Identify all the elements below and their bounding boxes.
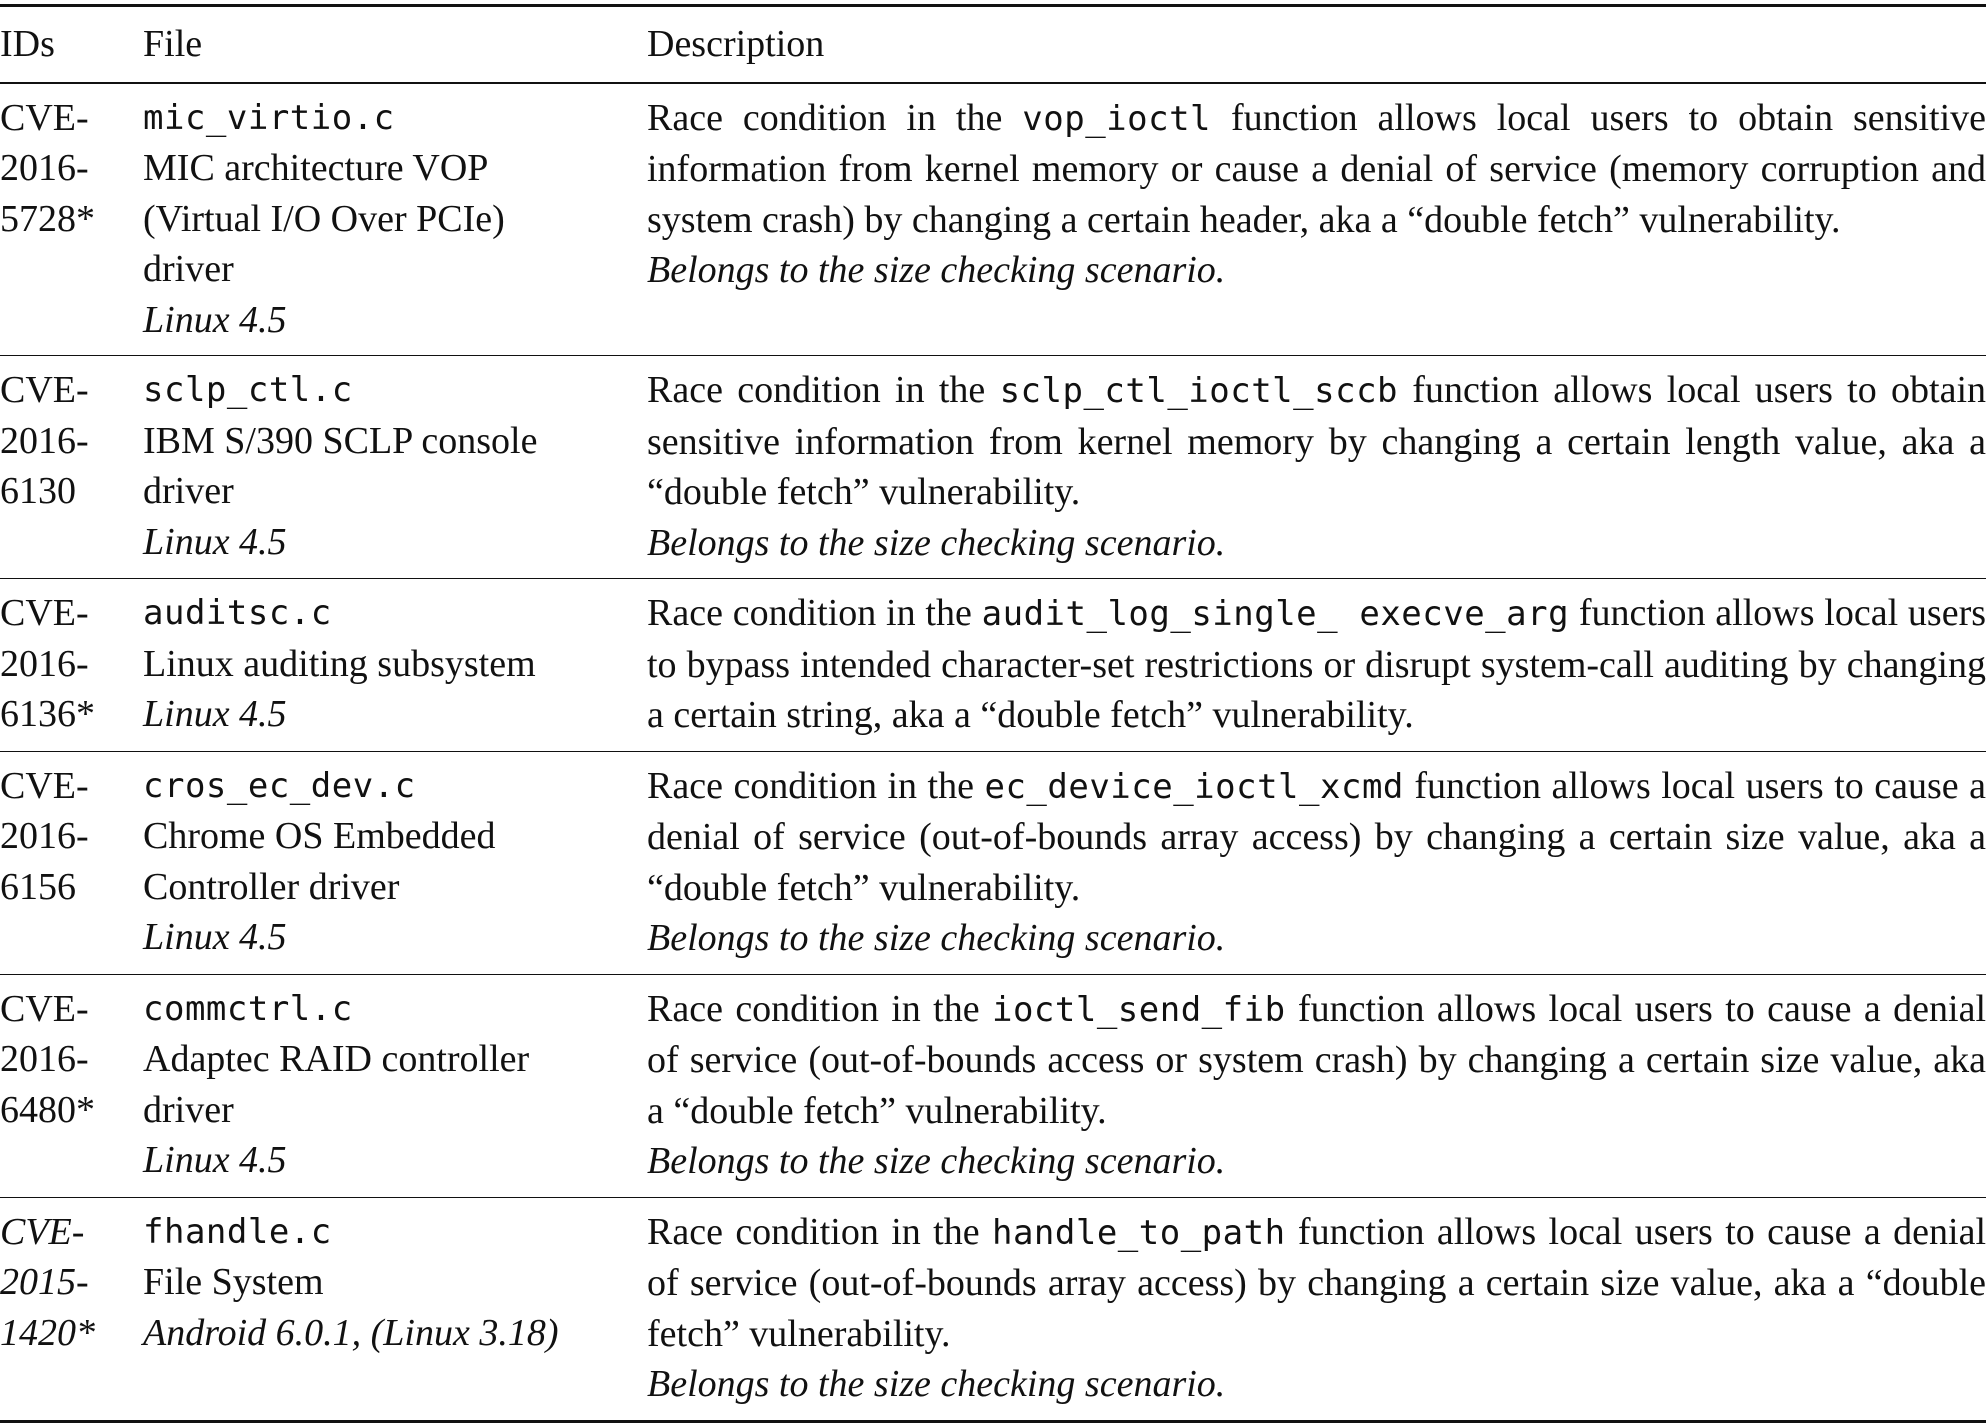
platform-version: Linux 4.5 bbox=[143, 1139, 287, 1181]
file-name: cros_ec_dev.c bbox=[143, 765, 416, 806]
scenario-note: Belongs to the size checking scenario. bbox=[647, 1363, 1226, 1405]
description-body: function allows local users to obtain sensitive information from kernel memory by changing a certain length value, aka a “double fetch” vulnerability. bbox=[647, 369, 1986, 513]
description-cell bbox=[647, 579, 1986, 752]
table-row bbox=[0, 751, 1986, 974]
cve-table bbox=[0, 4, 1986, 1423]
cve-id-line: 2016- bbox=[0, 147, 89, 189]
cve-id-line: CVE- bbox=[0, 369, 89, 411]
description-lead: Race condition in the bbox=[647, 369, 1000, 411]
file-cell bbox=[143, 751, 647, 974]
file-name: sclp_ctl.c bbox=[143, 370, 353, 410]
scenario-note: Belongs to the size checking scenario. bbox=[647, 521, 1226, 564]
component-description: Adaptec RAID controller bbox=[143, 1038, 530, 1080]
description-text bbox=[647, 365, 1986, 518]
component-description: File System bbox=[143, 1261, 324, 1303]
platform-version: Linux 4.5 bbox=[143, 916, 287, 958]
description-lead: Race condition in the bbox=[647, 96, 1023, 139]
description-lead: Race condition in the bbox=[647, 592, 982, 634]
file-cell bbox=[143, 579, 647, 752]
description-text bbox=[647, 1207, 1986, 1360]
description-body: function allows local users to cause a denial of service (out-of-bounds array access) by changing a certain size value, aka a “double fetch” vulnerability. bbox=[647, 764, 1986, 909]
header-file: File bbox=[143, 23, 203, 65]
file-cell bbox=[143, 356, 647, 579]
component-description: (Virtual I/O Over PCIe) bbox=[143, 197, 505, 240]
file-name: fhandle.c bbox=[143, 1211, 332, 1252]
component-description: driver bbox=[143, 470, 234, 512]
table-row bbox=[0, 974, 1986, 1197]
table-header bbox=[0, 6, 1986, 83]
cve-id-line: 6480* bbox=[0, 1088, 95, 1131]
function-name: sclp_ctl_ioctl_sccb bbox=[999, 371, 1399, 411]
description-text bbox=[647, 93, 1986, 246]
file-cell bbox=[143, 83, 647, 356]
header-description: Description bbox=[647, 23, 825, 65]
component-description: driver bbox=[143, 248, 234, 290]
component-description: Linux auditing subsystem bbox=[143, 642, 536, 685]
component-description: IBM S/390 SCLP console bbox=[143, 419, 538, 462]
cve-id-cell bbox=[0, 974, 143, 1197]
cve-id-cell bbox=[0, 579, 143, 752]
cve-id-line: CVE- bbox=[0, 96, 89, 139]
function-name: audit_log_single_ execve_arg bbox=[981, 594, 1570, 634]
file-name: mic_virtio.c bbox=[143, 97, 395, 138]
cve-id-cell bbox=[0, 751, 143, 974]
function-name: handle_to_path bbox=[991, 1212, 1286, 1253]
description-lead: Race condition in the bbox=[647, 764, 985, 807]
cve-id-cell bbox=[0, 1197, 143, 1421]
cve-id-line: 6156 bbox=[0, 865, 76, 908]
scenario-note: Belongs to the size checking scenario. bbox=[647, 1140, 1226, 1182]
cve-id-line: 2016- bbox=[0, 815, 89, 857]
table-row bbox=[0, 356, 1986, 579]
description-text bbox=[647, 984, 1986, 1137]
description-cell bbox=[647, 1197, 1986, 1421]
scenario-note: Belongs to the size checking scenario. bbox=[647, 249, 1226, 291]
description-body: function allows local users to cause a denial of service (out-of-bounds access or system crash) by changing a certain size value, aka a “double fetch” vulnerability. bbox=[647, 987, 1986, 1132]
header-row bbox=[0, 6, 1986, 83]
table-row bbox=[0, 579, 1986, 752]
cve-id-line: 5728* bbox=[0, 197, 95, 240]
header-ids: IDs bbox=[0, 23, 55, 65]
component-description: Controller driver bbox=[143, 865, 400, 908]
description-cell bbox=[647, 974, 1986, 1197]
platform-version: Linux 4.5 bbox=[143, 298, 287, 341]
description-text bbox=[647, 588, 1986, 741]
platform-version: Android 6.0.1, (Linux 3.18) bbox=[143, 1311, 559, 1354]
platform-version: Linux 4.5 bbox=[143, 693, 287, 735]
cve-id-line: CVE- bbox=[0, 764, 89, 807]
cve-id-line: 6130 bbox=[0, 470, 76, 512]
file-cell bbox=[143, 1197, 647, 1421]
cve-id-line: 2015- bbox=[0, 1261, 89, 1303]
file-name: auditsc.c bbox=[143, 593, 332, 633]
cve-id-line: 6136* bbox=[0, 693, 95, 735]
table-body bbox=[0, 83, 1986, 1422]
cve-id-line: CVE- bbox=[0, 592, 89, 634]
cve-id-line: 2016- bbox=[0, 1038, 89, 1080]
cve-id-line: 2016- bbox=[0, 419, 89, 462]
cve-id-cell bbox=[0, 83, 143, 356]
component-description: MIC architecture VOP bbox=[143, 147, 489, 189]
component-description: driver bbox=[143, 1088, 234, 1131]
component-description: Chrome OS Embedded bbox=[143, 815, 496, 857]
description-lead: Race condition in the bbox=[647, 1210, 992, 1253]
description-cell bbox=[647, 83, 1986, 356]
description-text bbox=[647, 761, 1986, 914]
cve-id-line: 2016- bbox=[0, 642, 89, 685]
cve-id-cell bbox=[0, 356, 143, 579]
scenario-note: Belongs to the size checking scenario. bbox=[647, 917, 1226, 959]
cve-id-line: 1420* bbox=[0, 1311, 95, 1354]
description-lead: Race condition in the bbox=[647, 987, 992, 1030]
file-cell bbox=[143, 974, 647, 1197]
function-name: vop_ioctl bbox=[1022, 98, 1212, 139]
table-row bbox=[0, 1197, 1986, 1421]
file-name: commctrl.c bbox=[143, 988, 353, 1029]
function-name: ec_device_ioctl_xcmd bbox=[984, 766, 1404, 807]
description-body: function allows local users to bypass intended character-set restrictions or disrupt system-call auditing by changing a certain string, aka a “double fetch” vulnerability. bbox=[647, 592, 1986, 736]
description-body: function allows local users to cause a denial of service (out-of-bounds array access) by changing a certain size value, aka a “double fetch” vulnerability. bbox=[647, 1210, 1986, 1355]
cve-table-container bbox=[0, 4, 1986, 1423]
description-body: function allows local users to obtain sensitive information from kernel memory or cause a denial of service (memory corruption and system crash) by changing a certain header, aka a “double fetch” vulnerability. bbox=[647, 96, 1986, 241]
description-cell bbox=[647, 751, 1986, 974]
table-row bbox=[0, 83, 1986, 356]
platform-version: Linux 4.5 bbox=[143, 520, 287, 563]
function-name: ioctl_send_fib bbox=[991, 989, 1286, 1030]
cve-id-line: CVE- bbox=[0, 987, 89, 1030]
description-cell bbox=[647, 356, 1986, 579]
cve-id-line: CVE- bbox=[0, 1210, 85, 1253]
